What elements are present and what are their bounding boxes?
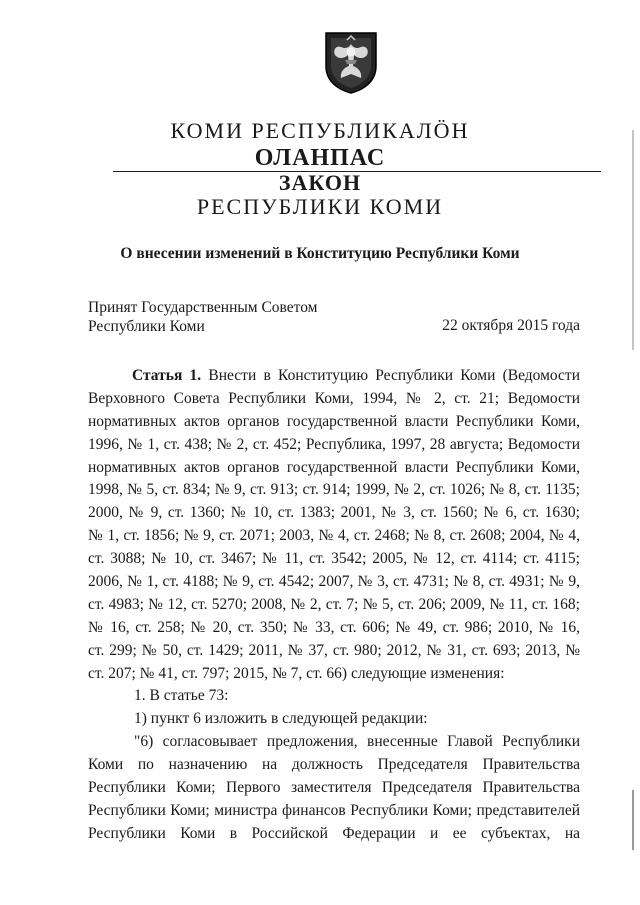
- text-line: ст. 4983; № 12, ст. 5270; 2008, № 2, ст. 7; № 5, ст. 206; 2009, № 11, ст. 168;: [88, 595, 580, 613]
- text-line: ст. 207; № 41, ст. 797; 2015, № 7, ст. 66) следующие изменения:: [88, 664, 505, 682]
- text-line: № 16, ст. 258; № 20, ст. 350; № 33, ст. 606; № 49, ст. 986; 2010, № 16,: [88, 618, 580, 636]
- adopted-by: [88, 298, 318, 336]
- quote-line: Коми по назначению на должность Председателя Правительства: [88, 756, 580, 774]
- adopted-line-2: Республики Коми: [88, 318, 205, 335]
- text-line: ст. 3088; № 10, ст. 3467; № 11, ст. 3542; 2005, № 12, ст. 4114; ст. 4115;: [88, 550, 580, 568]
- adopted-date: 22 октября 2015 года: [442, 317, 580, 334]
- adopted-line-1: Принят Государственным Советом: [88, 299, 318, 316]
- header-komi-republic: КОМИ РЕСПУБЛИКАЛÖН: [170, 118, 470, 143]
- article-first-line: [88, 365, 580, 388]
- quote-line: Республики Коми; Первого заместителя Председателя Правительства: [88, 779, 580, 797]
- quote-line: Республики Коми; министра финансов Республики Коми; представителей: [88, 801, 580, 819]
- text-line: нормативных актов органов государственной власти Республики Коми,: [88, 458, 580, 476]
- text-line: Верховного Совета Республики Коми, 1994, № 2, ст. 21; Ведомости: [88, 389, 580, 407]
- header-olanpas: ОЛАНПАС: [254, 145, 386, 171]
- text-line: 2006, № 1, ст. 4188; № 9, ст. 4542; 2007, № 3, ст. 4731; № 8, ст. 4931; № 9,: [88, 573, 580, 591]
- subitem-1: 1) пункт 6 изложить в следующей редакции:: [134, 710, 428, 728]
- text-line: ст. 299; № 50, ст. 1429; 2011, № 37, ст. 980; 2012, № 31, ст. 693; 2013, №: [88, 641, 580, 659]
- text-line: 1996, № 1, ст. 438; № 2, ст. 452; Республика, 1997, 28 августа; Ведомости: [88, 435, 580, 453]
- text-line: 2000, № 9, ст. 1360; № 10, ст. 1383; 2001, № 3, ст. 1560; № 6, ст. 1630;: [88, 504, 580, 522]
- article-body: [88, 365, 580, 846]
- quote-first-line: "6) согласовывает предложения, внесенные Главой Республики: [134, 733, 580, 751]
- komi-coat-of-arms-icon: [323, 30, 379, 94]
- quote-line: Республики Коми в Российской Федерации и ее субъектах, на: [88, 824, 580, 842]
- scan-edge-mark: [632, 790, 634, 850]
- header-zakon: ЗАКОН: [278, 170, 362, 195]
- text-line: 1998, № 5, ст. 834; № 9, ст. 913; ст. 914; 1999, № 2, ст. 1026; № 8, ст. 1135;: [88, 481, 580, 499]
- item-1: 1. В статье 73:: [134, 687, 229, 705]
- article-label: Статья 1.: [132, 367, 202, 384]
- text-line: нормативных актов органов государственной власти Республики Коми,: [88, 412, 580, 430]
- law-title: О внесении изменений в Конституцию Республики Коми: [120, 245, 520, 262]
- article-text: Внести в Конституцию Республики Коми (Ведомости: [208, 367, 580, 384]
- text-line: № 1, ст. 1856; № 9, ст. 2071; 2003, № 4, ст. 2468; № 8, ст. 2608; 2004, № 4,: [88, 527, 580, 545]
- header-republic: РЕСПУБЛИКИ КОМИ: [196, 194, 444, 219]
